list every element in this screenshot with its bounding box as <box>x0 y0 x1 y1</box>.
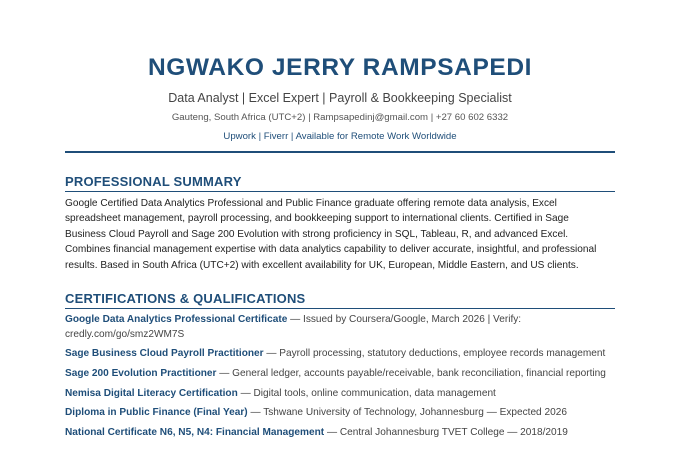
candidate-name: NGWAKO JERRY RAMPSAPEDI <box>147 54 533 81</box>
cert-item-google <box>65 312 625 342</box>
cert-item-sage-200 <box>65 366 625 381</box>
fiverr-link[interactable]: Fiverr <box>263 131 289 142</box>
cert-detail: — Payroll processing, statutory deductions, employee records management <box>263 348 606 359</box>
links-separator: | <box>288 131 296 142</box>
summary-text: Google Certified Data Analytics Professional and Public Finance graduate offering remote data analysis, Excel spreadsheet management, payroll processing, and bookkeeping support to international clients. Certified in Sage Business Cloud Payroll and Sage 200 Evolution with strong proficiency in SQL, Tableau, R, and advanced Excel. Combines financial management expertise with data analytics capability to deliver accurate, insightful, and professional results. Based in South Africa (UTC+2) with excellent availability for UK, European, Middle Eastern, and US clients. <box>65 198 597 271</box>
summary-divider <box>65 191 615 192</box>
cert-item-nemisa <box>65 386 625 401</box>
cert-detail: — Digital tools, online communication, data management <box>237 388 496 399</box>
certifications-divider <box>65 308 615 309</box>
certifications-heading: CERTIFICATIONS & QUALIFICATIONS <box>65 291 306 306</box>
summary-heading: PROFESSIONAL SUMMARY <box>65 174 242 189</box>
contact-line: Gauteng, South Africa (UTC+2) | Rampsapedinj@gmail.com | +27 60 602 6332 <box>171 112 509 123</box>
cert-detail: — General ledger, accounts payable/receivable, bank reconciliation, financial reporting <box>216 368 606 379</box>
cert-name: Sage Business Cloud Payroll Practitioner <box>65 348 264 359</box>
profile-links <box>65 131 615 142</box>
cert-name: Diploma in Public Finance (Final Year) <box>65 407 248 418</box>
links-separator: | <box>255 131 264 142</box>
cert-item-diploma <box>65 405 625 420</box>
header-divider <box>65 151 615 153</box>
cert-name: Nemisa Digital Literacy Certification <box>65 388 238 399</box>
upwork-link[interactable]: Upwork <box>223 131 256 142</box>
cert-detail: — Issued by Coursera/Google, March 2026 | Verify: credly.com/go/smz2WM7S <box>65 314 522 340</box>
cert-name: Google Data Analytics Professional Certificate <box>65 314 288 325</box>
cert-name: Sage 200 Evolution Practitioner <box>65 368 217 379</box>
cert-name: National Certificate N6, N5, N4: Financial Management <box>65 427 325 438</box>
candidate-tagline: Data Analyst | Excel Expert | Payroll & Bookkeeping Specialist <box>168 91 512 105</box>
cert-detail: — Tshwane University of Technology, Johannesburg — Expected 2026 <box>247 407 567 418</box>
cert-item-sage-payroll <box>65 346 625 361</box>
cert-detail: — Central Johannesburg TVET College — 2018/2019 <box>324 427 568 438</box>
availability-text: Available for Remote Work Worldwide <box>295 131 457 142</box>
cert-item-national-certificate <box>65 425 625 440</box>
